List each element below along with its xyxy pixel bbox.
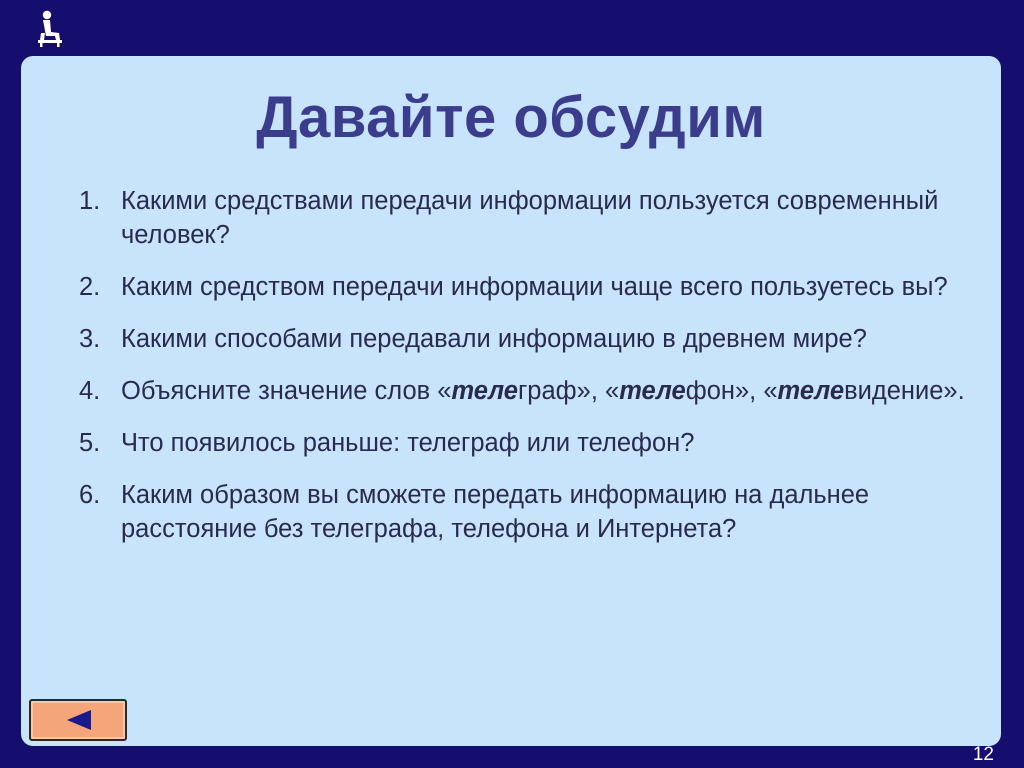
question-text: Какими способами передавали информацию в древнем мире? [121, 325, 867, 353]
slide-title: Давайте обсудим [256, 85, 766, 150]
question-text: Каким средством передачи информации чаще всего пользуетесь вы? [121, 273, 948, 301]
question-number: 1. [79, 187, 101, 215]
question-item-6 [79, 478, 979, 546]
question-text: Каким образом вы сможете передать информацию на дальнее расстояние без телеграфа, телефона и Интернета? [121, 481, 870, 543]
question-item-5 [79, 426, 979, 460]
question-text [121, 374, 979, 408]
seated-figure-icon [32, 10, 66, 48]
question-text: Что появилось раньше: телеграф или телефон? [121, 429, 695, 457]
slide-number: 12 [972, 744, 994, 765]
question-list [79, 184, 979, 564]
question-text: Какими средствами передачи информации пользуется современный человек? [121, 187, 939, 249]
left-arrow-icon [67, 710, 91, 730]
question-number: 6. [79, 481, 101, 509]
question-item-4 [79, 374, 979, 408]
emphasized-prefix: теле [777, 377, 845, 405]
question-number: 3. [79, 325, 101, 353]
question-item-3 [79, 322, 979, 356]
slide-panel [21, 56, 1001, 746]
question-number: 2. [79, 273, 101, 301]
question-number: 5. [79, 429, 101, 457]
back-button[interactable] [29, 699, 127, 741]
question-text-part: фон», « [685, 377, 778, 405]
emphasized-prefix: теле [451, 377, 518, 405]
question-text-part: Объясните значение слов « [121, 377, 452, 405]
question-item-1 [79, 184, 979, 252]
emphasized-prefix: теле [619, 377, 686, 405]
question-text-part: граф», « [518, 377, 620, 405]
question-number: 4. [79, 377, 101, 405]
question-text-part: видение». [844, 377, 965, 405]
question-item-2 [79, 270, 979, 304]
